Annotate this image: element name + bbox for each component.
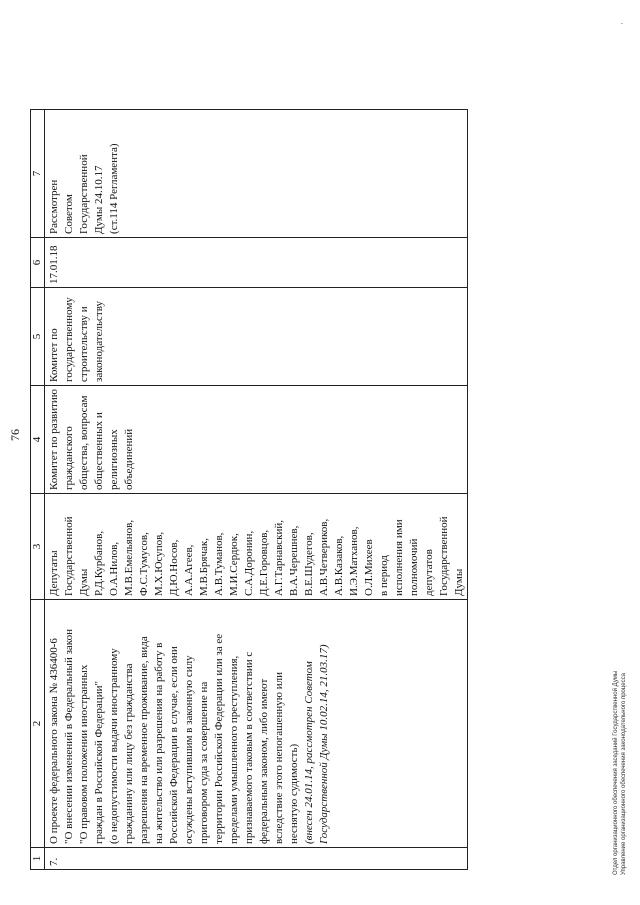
- bill-title-line: неснятую судимость): [288, 743, 300, 844]
- bill-title-line: пределами умышленного преступления,: [228, 655, 240, 844]
- author-line: М.Х.Юсупов,: [153, 531, 165, 596]
- committee-line: общества, вопросам: [78, 395, 90, 490]
- author-line: А.А.Агеев,: [183, 544, 195, 596]
- footer: [612, 671, 628, 875]
- bill-title-line: вследствие этого непогашенную или: [273, 671, 285, 844]
- committee-line: общественных и: [93, 412, 105, 490]
- bills-table: [30, 109, 468, 870]
- author-line: А.В.Четвериков,: [318, 518, 330, 596]
- author-line: Р.Д.Курбанов,: [93, 530, 105, 596]
- committee-line: Комитет по развитию: [48, 388, 60, 490]
- committee-line: государственному: [63, 297, 75, 382]
- page-number: 76: [8, 429, 22, 441]
- header-col-5: 5: [31, 287, 45, 385]
- bill-title-line: О проекте федерального закона № 436400-6: [48, 638, 60, 844]
- authors-cell: [45, 494, 468, 600]
- header-col-2: 2: [31, 600, 45, 848]
- status-line: Государственной: [78, 154, 90, 234]
- author-line: исполнения ими: [393, 519, 405, 596]
- author-line: Государственной: [63, 516, 75, 596]
- committee-line: гражданского: [63, 426, 75, 490]
- bill-title-line: признаваемого таковым в соответствии с: [243, 651, 255, 844]
- header-col-1: 1: [31, 848, 45, 870]
- bill-history-line: (внесен 24.01.14, рассмотрен Советом: [303, 661, 315, 844]
- status-line: Рассмотрен: [48, 179, 60, 234]
- responsible-committee-cell: [45, 287, 468, 385]
- header-row: [31, 109, 45, 869]
- author-line: И.Э.Матханов,: [348, 526, 360, 596]
- footer-line: Управление организационного обеспечения законодательного процесса: [621, 673, 627, 875]
- author-line: Депутаты: [48, 550, 60, 596]
- author-line: О.А.Нилов,: [108, 541, 120, 596]
- author-line: в период: [378, 555, 390, 596]
- author-line: Думы: [453, 568, 465, 596]
- bill-title-line: территории Российской Федерации или за ее: [213, 633, 225, 844]
- author-line: В.А.Черешнев,: [288, 525, 300, 596]
- bill-history-line: Государственной Думы 10.02.14, 21.03.17): [318, 644, 330, 844]
- status-line: Думы 24.10.17: [93, 165, 105, 234]
- header-col-6: 6: [31, 237, 45, 287]
- bill-title-line: гражданину или лицу без гражданства: [123, 663, 135, 844]
- committee-line: законодательству: [93, 300, 105, 382]
- header-col-4: 4: [31, 385, 45, 493]
- row-number: 7.: [45, 848, 468, 870]
- committee-line: объединений: [123, 428, 135, 490]
- bill-title-line: разрешения на временное проживание, вида: [138, 636, 150, 844]
- bill-title-line: (о недопустимости выдачи иностранному: [108, 648, 120, 844]
- date-cell: 17.01.18: [45, 237, 468, 287]
- margin-mark: ·: [618, 22, 627, 25]
- author-line: Д.Ю.Носов,: [168, 539, 180, 596]
- author-line: А.Г.Тарнавский,: [273, 519, 285, 596]
- header-col-3: 3: [31, 494, 45, 600]
- bill-title-line: "О внесении изменений в Федеральный закон: [63, 629, 75, 844]
- header-col-7: 7: [31, 109, 45, 237]
- author-line: депутатов: [423, 549, 435, 596]
- committee-line: Комитет по: [48, 328, 60, 382]
- bill-title-line: Российской Федерации в случае, если они: [168, 646, 180, 844]
- bill-title-line: осуждены вступившим в законную силу: [183, 655, 195, 844]
- bill-title-line: граждан в Российской Федерации": [93, 681, 105, 844]
- author-line: С.А.Доронин,: [243, 530, 255, 596]
- status-line: Советом: [63, 194, 75, 234]
- bill-title-line: "О правовом положении иностранных: [78, 664, 90, 844]
- author-line: М.В.Емельянов,: [123, 519, 135, 596]
- table-row: [45, 109, 468, 869]
- author-line: А.В.Туманов,: [213, 532, 225, 596]
- author-line: О.Л.Михеев: [363, 539, 375, 596]
- bill-title-line: на жительство или разрешения на работу в: [153, 642, 165, 844]
- footer-line: Отдел организационного обеспечения заседаний Государственной Думы: [613, 670, 619, 875]
- author-line: Государственной: [438, 516, 450, 596]
- bill-title-cell: [45, 600, 468, 848]
- author-line: Ф.С.Тумусов,: [138, 532, 150, 596]
- bill-title-line: приговором суда за совершение на: [198, 681, 210, 844]
- committee-line: религиозных: [108, 429, 120, 490]
- status-cell: [45, 109, 468, 237]
- author-line: А.В.Казаков,: [333, 535, 345, 596]
- author-line: Думы: [78, 568, 90, 596]
- author-line: Д.Е.Горовцов,: [258, 529, 270, 596]
- author-line: В.Е.Шудегов,: [303, 532, 315, 596]
- author-line: М.В.Брячак,: [198, 537, 210, 596]
- lead-committee-cell: [45, 385, 468, 493]
- author-line: М.И.Сердюк,: [228, 533, 240, 596]
- author-line: полномочий: [408, 538, 420, 596]
- bill-title-line: федеральным законом, либо имеют: [258, 678, 270, 844]
- status-line: (ст.114 Регламента): [108, 143, 120, 234]
- committee-line: строительству и: [78, 306, 90, 382]
